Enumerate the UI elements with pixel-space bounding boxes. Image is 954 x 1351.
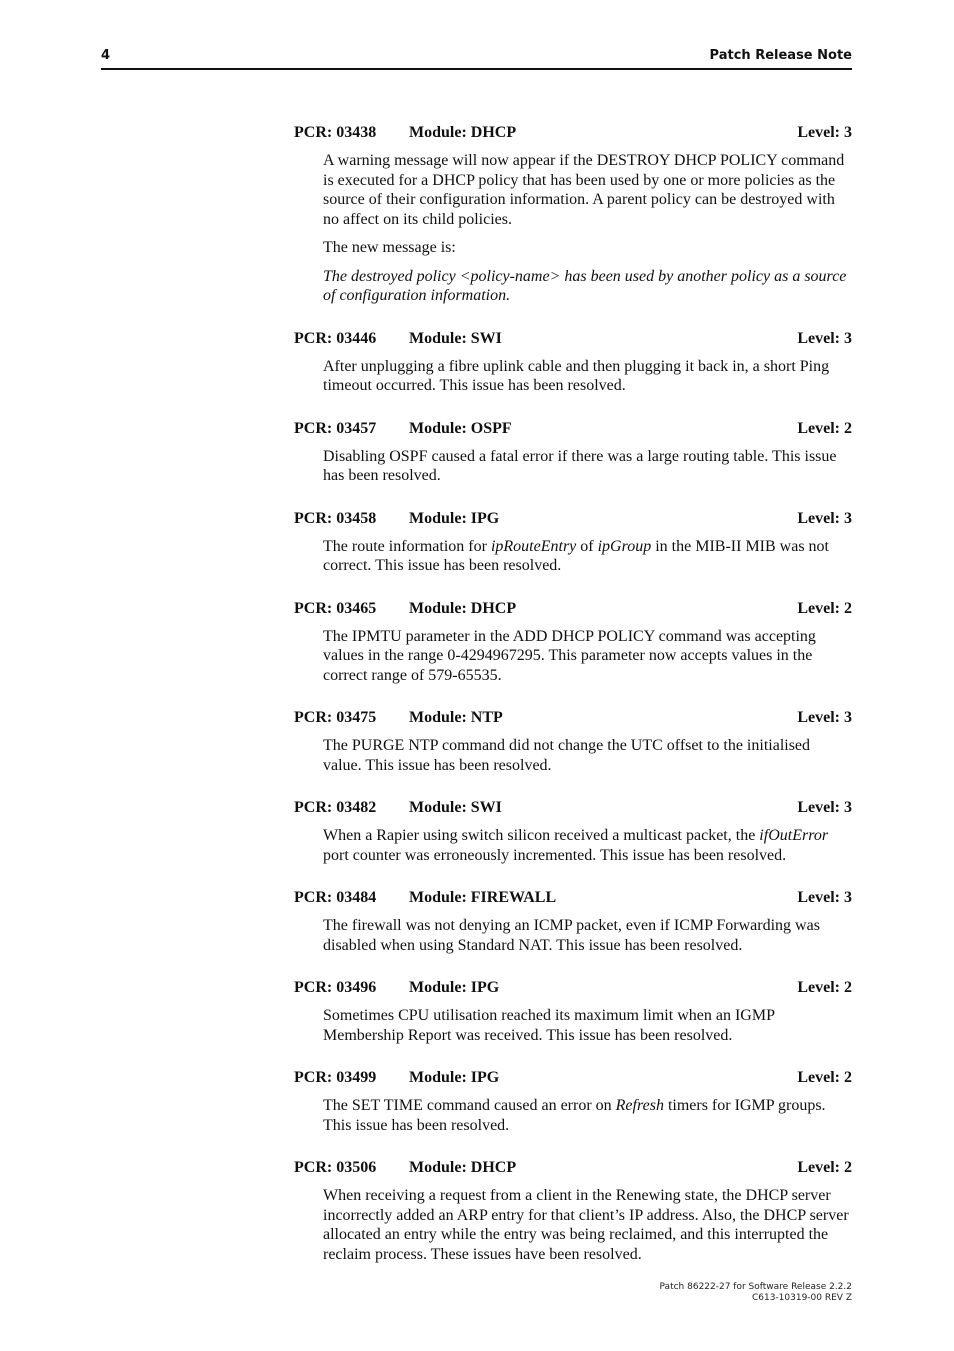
page-footer [660, 1282, 852, 1304]
pcr-number: PCR: 03475 [294, 709, 377, 726]
pcr-description [323, 447, 852, 486]
pcr-module: Module: IPG [409, 509, 500, 527]
pcr-entry-03482 [294, 797, 852, 865]
pcr-entry-03496 [294, 977, 852, 1045]
pcr-list [294, 122, 852, 1286]
page-header [101, 46, 852, 70]
pcr-heading [294, 1157, 852, 1179]
pcr-description [323, 627, 852, 686]
pcr-level: Level: 2 [797, 599, 852, 617]
pcr-level: Level: 3 [797, 509, 852, 527]
pcr-level: Level: 3 [797, 329, 852, 347]
pcr-entry-03457 [294, 418, 852, 486]
pcr-number: PCR: 03484 [294, 889, 377, 906]
pcr-heading [294, 122, 852, 144]
page-number: 4 [101, 48, 111, 63]
pcr-description [323, 1186, 852, 1264]
pcr-level: Level: 2 [797, 419, 852, 437]
pcr-module: Module: FIREWALL [409, 889, 557, 906]
pcr-heading [294, 508, 852, 530]
pcr-level: Level: 2 [797, 1159, 852, 1176]
description-paragraph: The new message is: [323, 239, 456, 256]
pcr-module: Module: IPG [409, 1069, 500, 1086]
pcr-entry-03438 [294, 122, 852, 306]
description-paragraph: After unplugging a fibre uplink cable and then plugging it back in, a short Ping timeout occurred. This issue has been resolved. [323, 357, 830, 394]
pcr-heading [294, 977, 852, 999]
pcr-heading [294, 887, 852, 909]
pcr-heading [294, 328, 852, 350]
pcr-module: Module: DHCP [409, 599, 517, 617]
description-paragraph: A warning message will now appear if the DESTROY DHCP POLICY command is executed for a DHCP policy that has been used by one or more policies as the source of their configuration information. A parent policy can be destroyed with no affect on its child policies. [323, 152, 845, 228]
pcr-description [323, 826, 852, 865]
message-text: The destroyed policy <policy-name> has been used by another policy as a source of configuration information. [323, 267, 847, 304]
pcr-level: Level: 3 [797, 124, 852, 141]
pcr-description [323, 151, 852, 306]
pcr-module: Module: DHCP [409, 124, 517, 141]
pcr-number: PCR: 03506 [294, 1159, 377, 1176]
pcr-module: Module: SWI [409, 799, 502, 816]
pcr-heading [294, 707, 852, 729]
pcr-number: PCR: 03458 [294, 509, 377, 527]
pcr-level: Level: 2 [797, 979, 852, 996]
pcr-heading [294, 418, 852, 440]
description-paragraph: The IPMTU parameter in the ADD DHCP POLICY command was accepting values in the range 0-4294967295. This parameter now accepts values in the correct range of 579-65535. [323, 627, 816, 684]
description-paragraph: The route information for ipRouteEntry of ipGroup in the MIB-II MIB was not correct. This issue has been resolved. [323, 537, 829, 574]
pcr-description [323, 537, 852, 576]
pcr-number: PCR: 03446 [294, 329, 377, 347]
pcr-description [323, 1096, 852, 1135]
pcr-entry-03458 [294, 508, 852, 576]
pcr-module: Module: NTP [409, 709, 503, 726]
pcr-number: PCR: 03482 [294, 799, 377, 816]
mib-group-name: ipGroup [597, 537, 652, 555]
pcr-module: Module: DHCP [409, 1159, 517, 1176]
description-paragraph: When receiving a request from a client in the Renewing state, the DHCP server incorrectly added an ARP entry for that client’s IP address. Also, the DHCP server allocated an entry while the entry was being reclaimed, and this interrupted the reclaim process. These issues have been resolved. [323, 1187, 849, 1263]
document-title: Patch Release Note [709, 48, 852, 63]
description-paragraph: Disabling OSPF caused a fatal error if there was a large routing table. This issue has been resolved. [323, 447, 837, 484]
pcr-entry-03484 [294, 887, 852, 955]
pcr-level: Level: 3 [797, 799, 852, 816]
footer-doc-code: C613-10319-00 REV Z [751, 1293, 852, 1303]
description-paragraph: The SET TIME command caused an error on Refresh timers for IGMP groups. This issue has been resolved. [323, 1097, 826, 1134]
pcr-entry-03499 [294, 1067, 852, 1135]
pcr-heading [294, 598, 852, 620]
pcr-entry-03506 [294, 1157, 852, 1264]
pcr-description [323, 1006, 852, 1045]
pcr-number: PCR: 03496 [294, 979, 377, 996]
description-paragraph: Sometimes CPU utilisation reached its maximum limit when an IGMP Membership Report was received. This issue has been resolved. [323, 1007, 775, 1044]
pcr-level: Level: 3 [797, 709, 852, 726]
pcr-description [323, 736, 852, 775]
pcr-module: Module: OSPF [409, 419, 512, 437]
description-paragraph: When a Rapier using switch silicon received a multicast packet, the ifOutError port counter was erroneously incremented. This issue has been resolved. [323, 827, 829, 864]
pcr-number: PCR: 03457 [294, 419, 377, 437]
pcr-level: Level: 2 [797, 1069, 852, 1086]
pcr-entry-03465 [294, 598, 852, 686]
pcr-entry-03475 [294, 707, 852, 775]
pcr-entry-03446 [294, 328, 852, 396]
pcr-heading [294, 1067, 852, 1089]
footer-patch-line: Patch 86222-27 for Software Release 2.2.2 [659, 1282, 852, 1292]
pcr-description [323, 916, 852, 955]
counter-name: ifOutError [759, 827, 829, 844]
description-paragraph: The firewall was not denying an ICMP packet, even if ICMP Forwarding was disabled when using Standard NAT. This issue has been resolved. [323, 917, 820, 954]
pcr-heading [294, 797, 852, 819]
pcr-module: Module: IPG [409, 979, 500, 996]
pcr-number: PCR: 03465 [294, 599, 377, 617]
pcr-number: PCR: 03499 [294, 1069, 377, 1086]
timer-name: Refresh [615, 1097, 664, 1114]
pcr-level: Level: 3 [797, 889, 852, 906]
description-paragraph: The PURGE NTP command did not change the UTC offset to the initialised value. This issue has been resolved. [323, 737, 811, 774]
pcr-module: Module: SWI [409, 329, 502, 347]
pcr-description [323, 357, 852, 396]
pcr-number: PCR: 03438 [294, 124, 377, 141]
mib-object-name: ipRouteEntry [490, 537, 577, 555]
